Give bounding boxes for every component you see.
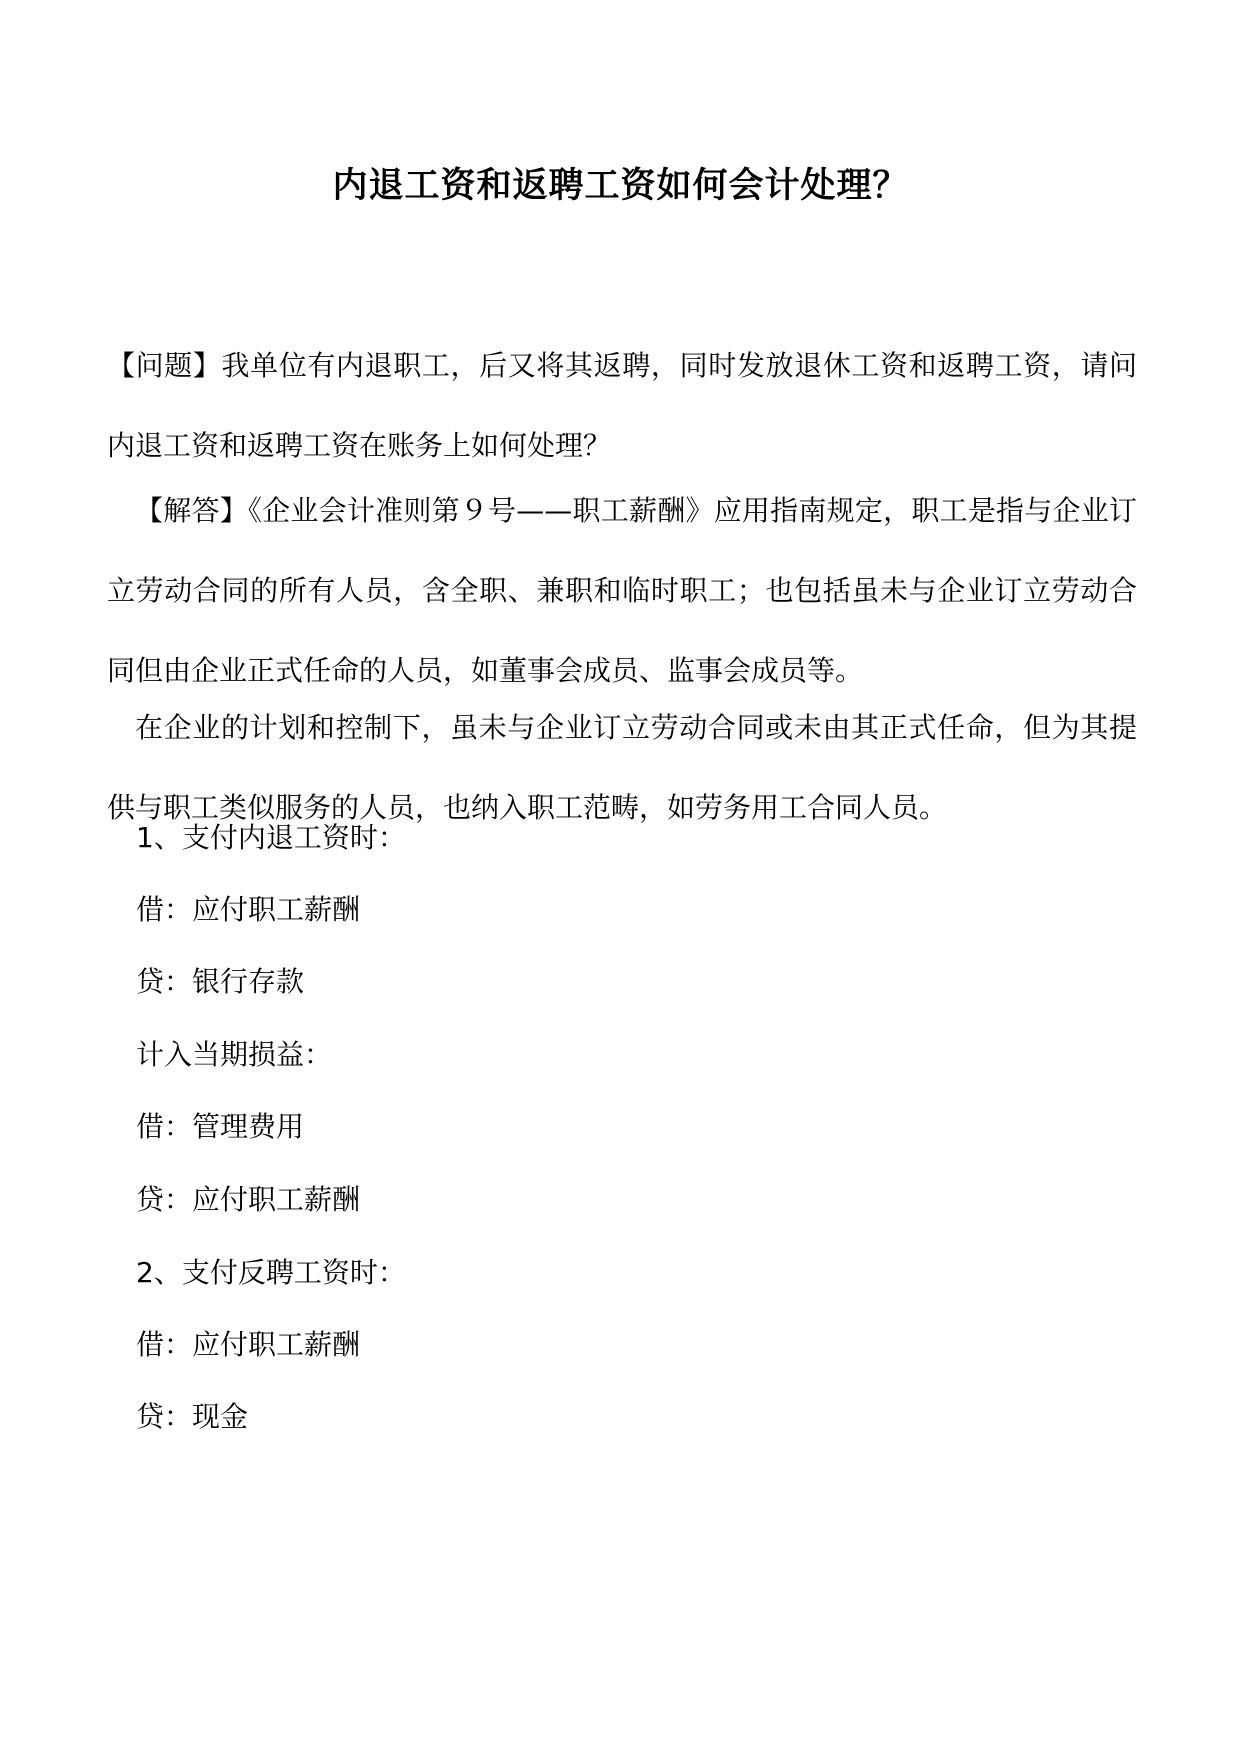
journal-debit-line: 借：应付职工薪酬: [136, 893, 361, 926]
journal-debit-line: 借：应付职工薪酬: [136, 1328, 361, 1361]
journal-debit-line: 借：管理费用: [136, 1110, 305, 1143]
document-title: 内退工资和返聘工资如何会计处理？: [332, 165, 909, 206]
step-subheading: 计入当期损益：: [136, 1038, 333, 1071]
step-heading: 1、支付内退工资时：: [136, 821, 406, 854]
journal-credit-line: 贷：银行存款: [136, 965, 305, 998]
question-paragraph: 【问题】我单位有内退职工，后又将其返聘，同时发放退休工资和返聘工资，请问内退工资和返聘工资在账务上如何处理？: [107, 349, 1137, 462]
scope-paragraph: 在企业的计划和控制下，虽未与企业订立劳动合同或未由其正式任命，但为其提供与职工类似服务的人员，也纳入职工范畴，如劳务用工合同人员。: [107, 711, 1137, 824]
journal-credit-line: 贷：应付职工薪酬: [136, 1183, 361, 1216]
step-heading: 2、支付反聘工资时：: [136, 1256, 406, 1289]
journal-credit-line: 贷：现金: [136, 1400, 249, 1433]
answer-paragraph: 【解答】《企业会计准则第９号——职工薪酬》应用指南规定，职工是指与企业订立劳动合同的所有人员，含全职、兼职和临时职工；也包括虽未与企业订立劳动合同但由企业正式任命的人员，如董事会成员、监事会成员等。: [107, 494, 1137, 687]
